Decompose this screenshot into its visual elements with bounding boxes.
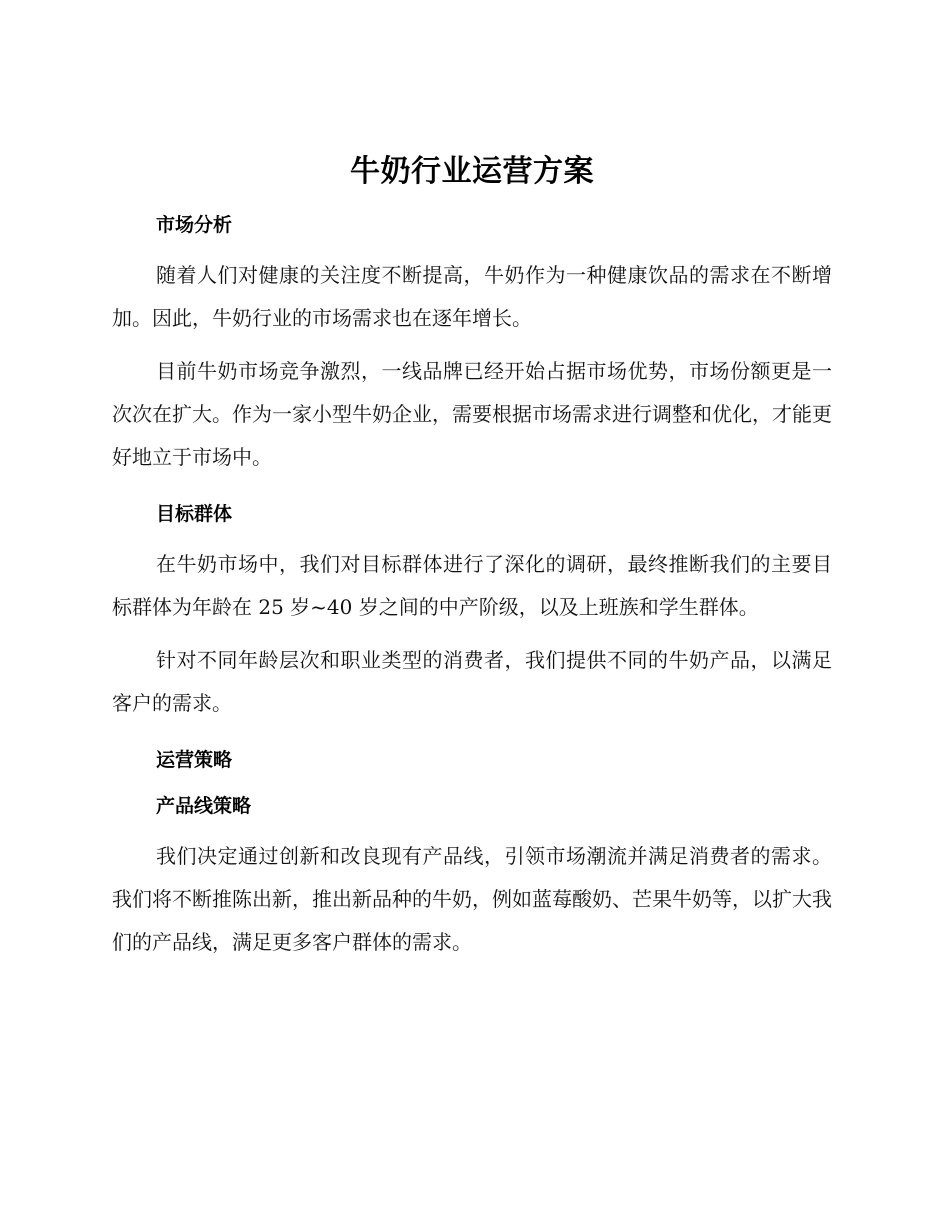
document-title: 牛奶行业运营方案: [350, 154, 594, 189]
section-heading-operation-strategy: 运营策略: [156, 749, 233, 771]
subsection-heading-product-line: 产品线策略: [156, 795, 252, 817]
section-heading-market-analysis: 市场分析: [156, 214, 233, 236]
target-paragraph-2: 针对不同年龄层次和职业类型的消费者，我们提供不同的牛奶产品，以满足客户的需求。: [112, 648, 832, 715]
market-paragraph-2: 目前牛奶市场竞争激烈，一线品牌已经开始占据市场优势，市场份额更是一次次在扩大。作为一家小型牛奶企业，需要根据市场需求进行调整和优化，才能更好地立于市场中。: [112, 359, 832, 469]
document-body: [112, 148, 832, 974]
market-paragraph-1: 随着人们对健康的关注度不断提高，牛奶作为一种健康饮品的需求在不断增加。因此，牛奶行业的市场需求也在逐年增长。: [112, 263, 832, 330]
product-line-paragraph-1: 我们决定通过创新和改良现有产品线，引领市场潮流并满足消费者的需求。我们将不断推陈出新，推出新品种的牛奶，例如蓝莓酸奶、芒果牛奶等，以扩大我们的产品线，满足更多客户群体的需求。: [112, 844, 832, 954]
target-paragraph-1: 在牛奶市场中，我们对目标群体进行了深化的调研，最终推断我们的主要目标群体为年龄在 25 岁~40 岁之间的中产阶级，以及上班族和学生群体。: [112, 552, 832, 619]
section-heading-target-group: 目标群体: [156, 503, 233, 525]
